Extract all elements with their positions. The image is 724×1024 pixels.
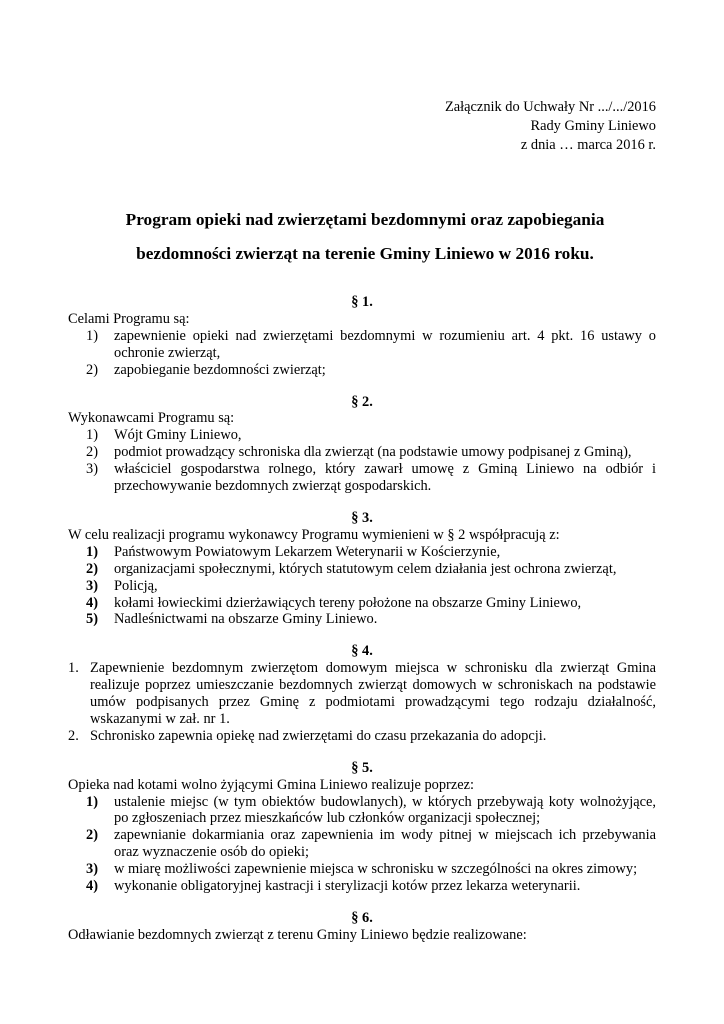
list-item: 2. Schronisko zapewnia opiekę nad zwierzętami do czasu przekazania do adopcji. — [68, 727, 547, 744]
section-2-intro: Wykonawcami Programu są: — [68, 410, 235, 427]
list-item: 3) w miarę możliwości zapewnienie miejsca w schronisku w szczególności na okres zimowy; — [86, 861, 638, 878]
section-heading-6: § 6. — [351, 910, 373, 926]
section-heading-1: § 1. — [351, 294, 373, 310]
list-item: 1) Wójt Gminy Liniewo, — [86, 427, 242, 444]
section-5-intro: Opieka nad kotami wolno żyjącymi Gmina Liniewo realizuje poprzez: — [68, 776, 474, 793]
list-item: 2) zapewnianie dokarmiania oraz zapewnienia im wody pitnej w miejscach ich przebywania oraz wyznaczenie osób do opieki; — [86, 827, 656, 861]
header-council-line: Rady Gminy Liniewo — [530, 118, 656, 134]
title-line-1: Program opieki nad zwierzętami bezdomnymi oraz zapobiegania — [125, 210, 605, 229]
list-item: 3) Policją, — [86, 577, 158, 594]
section-heading-2: § 2. — [351, 393, 373, 410]
list-item: 5) Nadleśnictwami na obszarze Gminy Liniewo. — [86, 611, 378, 628]
list-item: 2) zapobieganie bezdomności zwierząt; — [86, 361, 326, 378]
section-4-list — [68, 660, 656, 745]
section-6-intro: Odławianie bezdomnych zwierząt z terenu Gminy Liniewo będzie realizowane: — [68, 926, 527, 943]
document-title — [60, 203, 670, 271]
list-item: 1. Zapewnienie bezdomnym zwierzętom domowym miejsca w schronisku dla zwierząt Gmina realizuje poprzez umieszczanie bezdomnych zwierząt domowych w schroniskach na podstawie umów podpisanych przez Gminę z podmiotami prowadzącymi tego rodzaju działalność, wskazanymi w zał. nr 1. — [68, 660, 656, 727]
section-3-intro: W celu realizacji programu wykonawcy Programu wymienieni w § 2 współpracują z: — [68, 526, 560, 543]
attachment-header — [445, 98, 656, 155]
section-1-intro: Celami Programu są: — [68, 310, 190, 327]
title-line-2: bezdomności zwierząt na terenie Gminy Liniewo w 2016 roku. — [136, 244, 594, 263]
section-3-list — [68, 544, 656, 629]
list-item: 4) wykonanie obligatoryjnej kastracji i sterylizacji kotów przez lekarza weterynarii. — [86, 878, 581, 895]
list-item: 2) organizacjami społecznymi, których statutowym celem działania jest ochrona zwierząt, — [86, 560, 617, 577]
header-date-line: z dnia … marca 2016 r. — [520, 137, 656, 153]
list-item: 3) właściciel gospodarstwa rolnego, który zawarł umowę z Gminą Liniewo na odbiór i przechowywanie bezdomnych zwierząt gospodarskich. — [86, 461, 656, 495]
section-5-list — [68, 794, 656, 895]
section-1-list — [68, 328, 656, 379]
header-resolution-line: Załącznik do Uchwały Nr .../.../2016 — [444, 99, 656, 115]
list-item: 1) zapewnienie opieki nad zwierzętami bezdomnymi w rozumieniu art. 4 pkt. 16 ustawy o ochronie zwierząt, — [86, 327, 656, 361]
list-item: 1) ustalenie miejsc (w tym obiektów budowlanych), w których przebywają koty wolnożyjące, po zgłoszeniach przez mieszkańców lub członków organizacji społecznej; — [86, 793, 656, 827]
list-item: 4) kołami łowieckimi dzierżawiących tereny położone na obszarze Gminy Liniewo, — [86, 594, 582, 611]
document-body — [68, 294, 656, 944]
section-2-list — [68, 427, 656, 495]
section-heading-5: § 5. — [351, 759, 373, 776]
section-heading-3: § 3. — [351, 509, 373, 526]
list-item: 1) Państwowym Powiatowym Lekarzem Weterynarii w Kościerzynie, — [86, 543, 501, 560]
section-heading-4: § 4. — [351, 643, 373, 660]
list-item: 2) podmiot prowadzący schroniska dla zwierząt (na podstawie umowy podpisanej z Gminą), — [86, 444, 632, 461]
